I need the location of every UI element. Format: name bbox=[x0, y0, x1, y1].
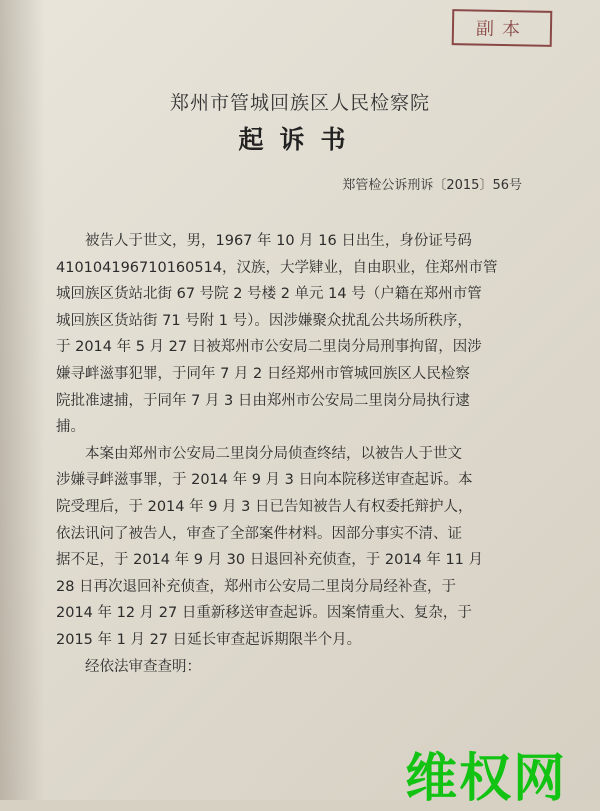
text-line: 依法讯问了被告人，审查了全部案件材料。因部分事实不清、证 bbox=[56, 525, 462, 542]
text-line: 410104196710160514，汉族，大学肄业，自由职业，住郑州市管 bbox=[56, 259, 498, 276]
document-body bbox=[56, 228, 536, 680]
site-watermark: 维权网 bbox=[405, 749, 568, 809]
text-line: 被告人于世文，男，1967 年 10 月 16 日出生，身份证号码 bbox=[85, 233, 472, 249]
text-line: 嫌寻衅滋事犯罪，于同年 7 月 2 日经郑州市管城回族区人民检察 bbox=[56, 365, 470, 382]
text-line: 院批准逮捕，于同年 7 月 3 日由郑州市公安局二里岗分局执行逮 bbox=[56, 392, 470, 409]
paragraph-findings-intro: 经依法审查查明： bbox=[85, 658, 201, 675]
text-line: 城回族区货站北街 67 号院 2 号楼 2 单元 14 号（户籍在郑州市管 bbox=[56, 286, 482, 303]
text-line: 2014 年 12 月 27 日重新移送审查起诉。因案情重大、复杂，于 bbox=[56, 605, 472, 622]
text-line: 2015 年 1 月 27 日延长审查起诉期限半个月。 bbox=[56, 631, 362, 648]
organization-name: 郑州市管城回族区人民检察院 bbox=[169, 92, 430, 114]
copy-stamp: 副本 bbox=[452, 9, 553, 47]
text-line: 捕。 bbox=[56, 419, 85, 436]
text-line: 于 2014 年 5 月 27 日被郑州市公安局二里岗分局刑事拘留，因涉 bbox=[56, 339, 482, 356]
paragraph-case-history bbox=[56, 441, 536, 654]
document-number: 郑管检公诉刑诉〔2015〕56号 bbox=[342, 178, 522, 193]
text-line: 涉嫌寻衅滋事罪，于 2014 年 9 月 3 日向本院移送审查起诉。本 bbox=[56, 472, 473, 489]
text-line: 城回族区货站街 71 号附 1 号）。因涉嫌聚众扰乱公共场所秩序， bbox=[56, 312, 472, 329]
document-title: 起诉书 bbox=[238, 125, 362, 154]
text-line: 据不足，于 2014 年 9 月 30 日退回补充侦查，于 2014 年 11 月 bbox=[56, 552, 484, 569]
text-line: 院受理后，于 2014 年 9 月 3 日已告知被告人有权委托辩护人， bbox=[56, 498, 473, 515]
text-line: 28 日再次退回补充侦查，郑州市公安局二里岗分局经补查，于 bbox=[56, 578, 457, 595]
text-line: 本案由郑州市公安局二里岗分局侦查终结，以被告人于世文 bbox=[85, 445, 462, 462]
paragraph-defendant-info bbox=[56, 228, 536, 441]
